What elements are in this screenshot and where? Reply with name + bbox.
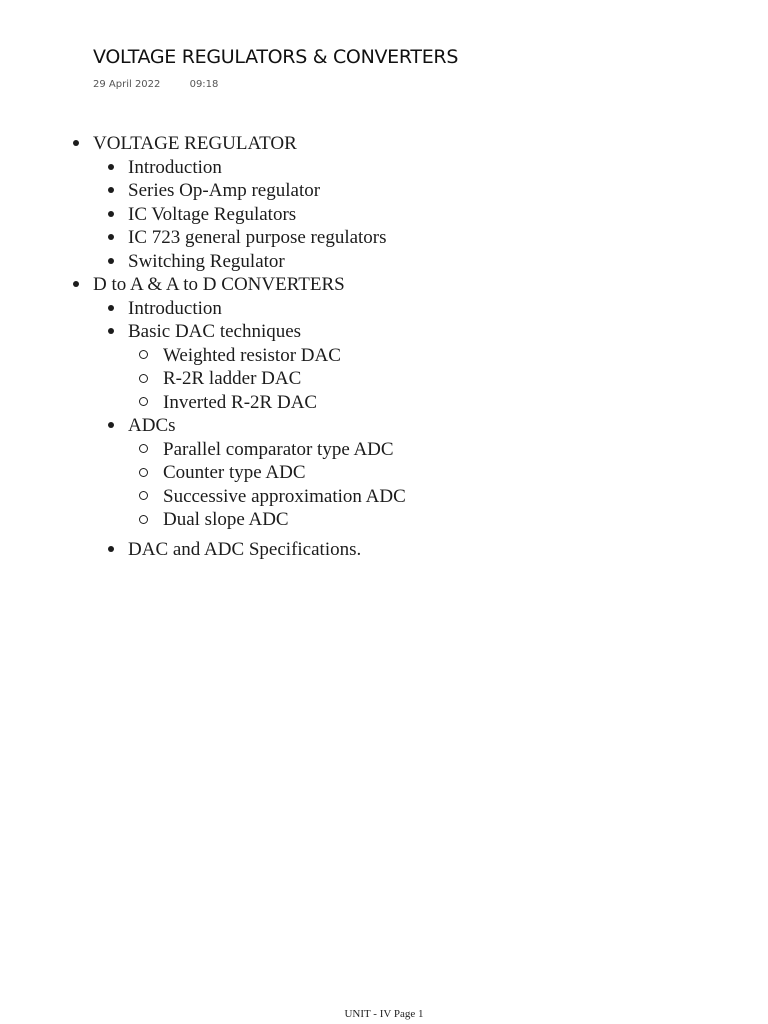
outline-subitem: Series Op-Amp regulator bbox=[0, 179, 768, 203]
bullet-icon bbox=[108, 226, 114, 250]
outline-subitem-adcs: ADCs bbox=[0, 414, 768, 438]
outline-subsubitem: Inverted R-2R DAC bbox=[0, 391, 768, 415]
bullet-icon bbox=[108, 156, 114, 180]
page-title: VOLTAGE REGULATORS & CONVERTERS bbox=[93, 46, 459, 68]
bullet-icon bbox=[73, 273, 79, 297]
outline-subitem: IC 723 general purpose regulators bbox=[0, 226, 768, 250]
document-time: 09:18 bbox=[189, 79, 219, 90]
bullet-icon bbox=[108, 538, 114, 562]
bullet-icon bbox=[73, 132, 79, 156]
outline-subsubitem: Parallel comparator type ADC bbox=[0, 438, 768, 462]
outline-item-converters: D to A & A to D CONVERTERS bbox=[0, 273, 768, 297]
outline-subsubitem: Successive approximation ADC bbox=[0, 485, 768, 509]
outline-subitem: IC Voltage Regulators bbox=[0, 203, 768, 227]
outline-subsubitem: R-2R ladder DAC bbox=[0, 367, 768, 391]
outline-subsubitem: Dual slope ADC bbox=[0, 508, 768, 532]
document-date: 29 April 2022 bbox=[93, 79, 161, 90]
bullet-icon bbox=[108, 297, 114, 321]
bullet-icon bbox=[108, 320, 114, 344]
circle-bullet-icon bbox=[139, 508, 148, 532]
outline-subitem-basic-dac: Basic DAC techniques bbox=[0, 320, 768, 344]
circle-bullet-icon bbox=[139, 461, 148, 485]
circle-bullet-icon bbox=[139, 438, 148, 462]
outline-subitem: Introduction bbox=[0, 297, 768, 321]
outline-list bbox=[0, 132, 768, 561]
circle-bullet-icon bbox=[139, 367, 148, 391]
outline-subitem-specifications: DAC and ADC Specifications. bbox=[0, 538, 768, 562]
bullet-icon bbox=[108, 179, 114, 203]
outline-item-voltage-regulator: VOLTAGE REGULATOR bbox=[0, 132, 768, 156]
bullet-icon bbox=[108, 250, 114, 274]
circle-bullet-icon bbox=[139, 485, 148, 509]
outline-subsubitem: Weighted resistor DAC bbox=[0, 344, 768, 368]
circle-bullet-icon bbox=[139, 391, 148, 415]
circle-bullet-icon bbox=[139, 344, 148, 368]
outline-subitem: Switching Regulator bbox=[0, 250, 768, 274]
outline-subsubitem: Counter type ADC bbox=[0, 461, 768, 485]
document-meta bbox=[93, 79, 218, 90]
outline-subitem: Introduction bbox=[0, 156, 768, 180]
bullet-icon bbox=[108, 203, 114, 227]
page-footer: UNIT - IV Page 1 bbox=[344, 1008, 424, 1020]
bullet-icon bbox=[108, 414, 114, 438]
